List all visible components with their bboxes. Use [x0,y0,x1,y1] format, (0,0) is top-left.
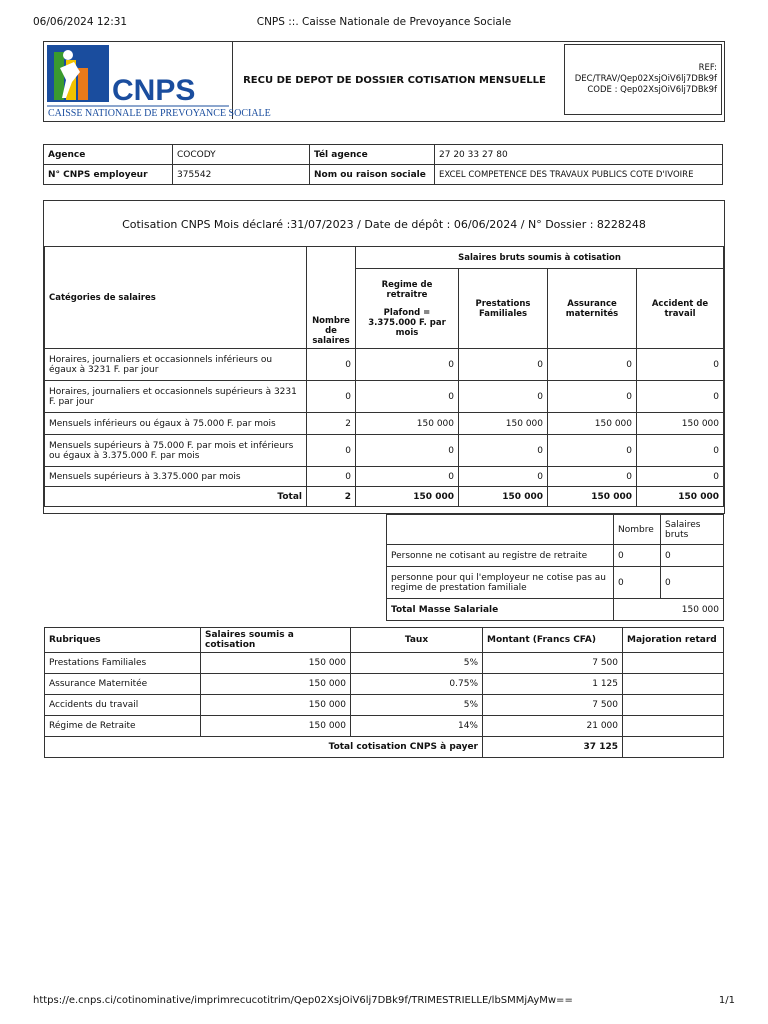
category-label: Mensuels supérieurs à 3.375.000 par mois [45,467,307,487]
category-retraite: 0 [356,349,459,381]
agence-label: Agence [44,145,173,165]
category-accident: 0 [637,435,724,467]
category-prestations: 0 [459,349,548,381]
agency-table [43,144,723,185]
nombre-header: Nombre de salaires [307,247,356,349]
category-accident: 0 [637,381,724,413]
non-cotisants-table [386,514,724,621]
salaires-bruts-header: Salaires bruts soumis à cotisation [356,247,724,269]
rubrique-montant: 7 500 [483,695,623,716]
total-row [45,487,724,507]
total-accident: 150 000 [637,487,724,507]
category-prestations: 150 000 [459,413,548,435]
category-nombre: 0 [307,349,356,381]
category-assurance: 150 000 [548,413,637,435]
total-cotisation-value: 37 125 [483,737,623,758]
table-row [45,674,724,695]
print-datetime: 06/06/2024 12:31 [33,16,128,28]
category-retraite: 0 [356,381,459,413]
rubrique-salaires: 150 000 [201,695,351,716]
rubriques-table [44,627,724,758]
category-nombre: 2 [307,413,356,435]
table-row [45,381,724,413]
side-row-nombre: 0 [614,567,661,599]
table-row [387,567,724,599]
category-label: Mensuels inférieurs ou égaux à 75.000 F. par mois [45,413,307,435]
total-assurance: 150 000 [548,487,637,507]
side-nombre-header: Nombre [614,515,661,545]
rubrique-label: Prestations Familiales [45,653,201,674]
rubrique-montant: 1 125 [483,674,623,695]
table-row [45,716,724,737]
rubrique-majoration [623,695,724,716]
total-nombre: 2 [307,487,356,507]
category-accident: 0 [637,467,724,487]
rubrique-majoration [623,716,724,737]
plafond-label: Plafond = 3.375.000 F. par mois [368,307,446,338]
prestations-header: Prestations Familiales [459,269,548,349]
table-row [45,695,724,716]
rubrique-taux: 5% [351,695,483,716]
side-salaires-header: Salaires bruts [661,515,724,545]
print-page-title: CNPS ::. Caisse Nationale de Prevoyance Sociale [256,16,512,28]
company-name-value: EXCEL COMPETENCE DES TRAVAUX PUBLICS COTE D'IVOIRE [435,165,723,185]
masse-value: 150 000 [614,599,724,621]
cnps-logo [44,42,271,119]
employer-value: 375542 [173,165,310,185]
category-label: Horaires, journaliers et occasionnels supérieurs à 3231 F. par jour [45,381,307,413]
category-accident: 150 000 [637,413,724,435]
print-url: https://e.cnps.ci/cotinominative/imprimrecucotitrim/Qep02XsjOiV6lj7DBk9f/TRIMESTRIELLE/lbSMMjAyMw== [33,995,573,1006]
table-row [45,653,724,674]
assurance-header: Assurance maternités [548,269,637,349]
ref-label: REF: [698,63,717,73]
declaration-title: Cotisation CNPS Mois déclaré :31/07/2023 / Date de dépôt : 06/06/2024 / N° Dossier : 8228248 [44,202,724,247]
category-retraite: 0 [356,467,459,487]
accident-header: Accident de travail [637,269,724,349]
rubrique-label: Accidents du travail [45,695,201,716]
rubrique-salaires: 150 000 [201,716,351,737]
category-assurance: 0 [548,349,637,381]
document-header [43,41,725,122]
rubrique-salaires: 150 000 [201,674,351,695]
total-label: Total [45,487,307,507]
category-assurance: 0 [548,435,637,467]
montant-header: Montant (Francs CFA) [483,628,623,653]
rubrique-taux: 14% [351,716,483,737]
taux-header: Taux [351,628,483,653]
rubrique-taux: 0.75% [351,674,483,695]
table-row [45,467,724,487]
category-label: Mensuels supérieurs à 75.000 F. par mois et inférieurs ou égaux à 3.375.000 F. par mois [45,435,307,467]
side-row-label: Personne ne cotisant au registre de retraite [387,545,614,567]
category-assurance: 0 [548,467,637,487]
side-row-salaires: 0 [661,545,724,567]
rubrique-salaires: 150 000 [201,653,351,674]
category-retraite: 0 [356,435,459,467]
print-page-number: 1/1 [718,995,735,1006]
side-row-salaires: 0 [661,567,724,599]
cnps-logo-icon [44,42,271,119]
employer-label: N° CNPS employeur [44,165,173,185]
tel-label: Tél agence [310,145,435,165]
categories-table [44,246,724,507]
document-title: RECU DE DEPOT DE DOSSIER COTISATION MENSUELLE [243,75,546,86]
category-nombre: 0 [307,435,356,467]
retraite-header-label: Regime de retraitre [381,279,433,300]
category-retraite: 150 000 [356,413,459,435]
side-row-nombre: 0 [614,545,661,567]
category-assurance: 0 [548,381,637,413]
majoration-header: Majoration retard [623,628,724,653]
company-name-label: Nom ou raison sociale [310,165,435,185]
total-cotisation-label: Total cotisation CNPS à payer [45,737,483,758]
rubriques-header: Rubriques [45,628,201,653]
tel-value: 27 20 33 27 80 [435,145,723,165]
rubrique-majoration [623,674,724,695]
category-prestations: 0 [459,467,548,487]
table-row [45,435,724,467]
category-nombre: 0 [307,381,356,413]
masse-label: Total Masse Salariale [387,599,614,621]
salaires-soumis-header: Salaires soumis a cotisation [201,628,351,653]
ref-number: DEC/TRAV/Qep02XsjOiV6lj7DBk9f [574,74,717,84]
ref-code: CODE : Qep02XsjOiV6lj7DBk9f [587,85,717,95]
rubrique-majoration [623,653,724,674]
total-prestations: 150 000 [459,487,548,507]
reference-box [564,44,722,115]
rubrique-taux: 5% [351,653,483,674]
rubrique-montant: 21 000 [483,716,623,737]
category-accident: 0 [637,349,724,381]
table-row [45,413,724,435]
rubrique-label: Régime de Retraite [45,716,201,737]
table-row [45,349,724,381]
category-prestations: 0 [459,435,548,467]
rubrique-montant: 7 500 [483,653,623,674]
table-row [387,545,724,567]
category-label: Horaires, journaliers et occasionnels inférieurs ou égaux à 3231 F. par jour [45,349,307,381]
logo-subtitle: CAISSE NATIONALE DE PREVOYANCE SOCIALE [48,108,271,119]
categories-header: Catégories de salaires [45,247,307,349]
category-prestations: 0 [459,381,548,413]
rubrique-label: Assurance Maternitée [45,674,201,695]
agence-value: COCODY [173,145,310,165]
logo-text: CNPS [112,74,196,107]
total-cotisation-row [45,737,724,758]
retraite-header [356,269,459,349]
side-row-label: personne pour qui l'employeur ne cotise pas au regime de prestation familiale [387,567,614,599]
category-nombre: 0 [307,467,356,487]
masse-salariale-row [387,599,724,621]
total-retraite: 150 000 [356,487,459,507]
